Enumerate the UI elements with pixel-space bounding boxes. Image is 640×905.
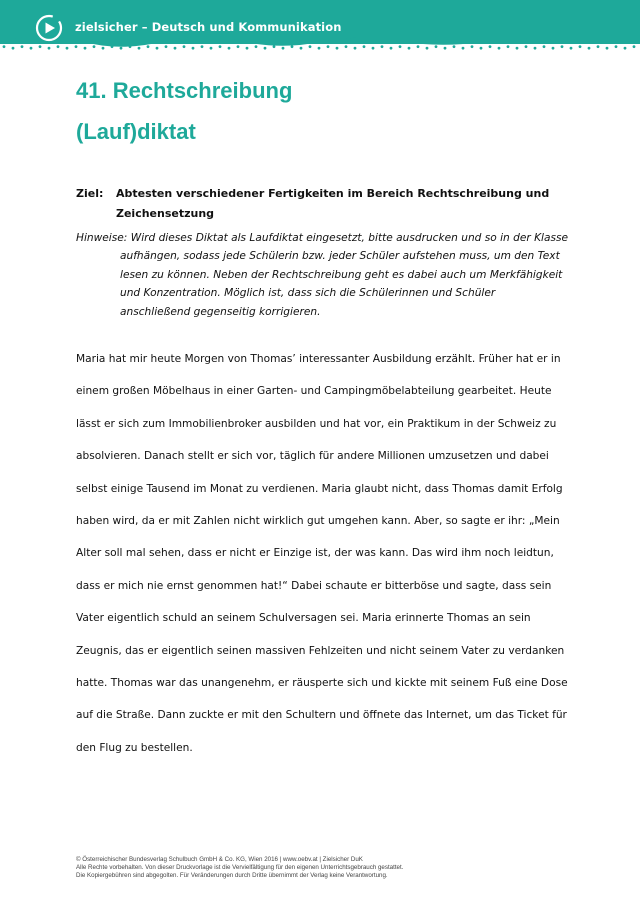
play-icon [34, 13, 64, 43]
page-subtitle: (Lauf)diktat [76, 119, 196, 144]
brand-title: zielsicher – Deutsch und Kommunikation [75, 20, 342, 34]
text-line: Maria hat mir heute Morgen von Thomas’ interessanter Ausbildung erzählt. Früher hat er in [76, 353, 561, 365]
notes-line: Hinweise: Wird dieses Diktat als Laufdiktat eingesetzt, bitte ausdrucken und so in der Klasse [76, 232, 569, 244]
footer-line: Die Kopiergebühren sind abgegolten. Für Veränderungen durch Dritte übernimmt der Verlag keine Verantwortung. [76, 872, 388, 879]
goal-text: Abtesten verschiedener Fertigkeiten im Bereich Rechtschreibung und Zeichensetzung [116, 187, 550, 220]
copyright-footer [76, 856, 403, 880]
text-line: lässt er sich zum Immobilienbroker ausbilden und hat vor, ein Praktikum in der Schweiz zu [76, 417, 557, 430]
text-line: absolvieren. Danach stellt er sich vor, täglich für andere Millionen umzusetzen und dabei [76, 450, 549, 463]
page-title: 41. Rechtschreibung [76, 78, 293, 103]
text-line: einem großen Möbelhaus in einer Garten- und Campingmöbelabteilung gearbeitet. Heute [76, 385, 552, 398]
text-line: selbst einige Tausend im Monat zu verdienen. Maria glaubt nicht, dass Thomas damit Erfolg [76, 482, 563, 495]
notes-line: lesen zu können. Neben der Rechtschreibung geht es dabei auch um Merkfähigkeit [120, 268, 563, 281]
goal-label: Ziel: [76, 187, 104, 200]
text-line: den Flug zu bestellen. [76, 741, 193, 754]
text-line: haben wird, da er mit Zahlen nicht wirklich gut umgehen kann. Aber, so sagte er ihr: „Mein [76, 515, 560, 527]
notes-line: aufhängen, sodass jede Schülerin bzw. jeder Schüler aufstehen muss, um den Text [120, 250, 560, 263]
notes-line: anschließend gegenseitig korrigieren. [120, 305, 321, 318]
text-line: auf die Straße. Dann zuckte er mit den Schultern und öffnete das Internet, um das Ticket für [76, 709, 567, 722]
text-line: Vater eigentlich schuld an seinem Schulversagen sei. Maria erinnerte Thomas an sein [76, 612, 531, 625]
notes-line: und Konzentration. Möglich ist, dass sich die Schülerinnen und Schüler [120, 287, 496, 300]
text-line: hatte. Thomas war das unangenehm, er räusperte sich und kickte mit seinem Fuß eine Dose [76, 677, 568, 689]
footer-line: © Österreichischer Bundesverlag Schulbuch GmbH & Co. KG, Wien 2016 | www.oebv.at | Zielsicher DuK [76, 856, 363, 863]
text-line: dass er mich nie ernst genommen hat!“ Dabei schaute er bitterböse und sagte, dass sein [76, 579, 552, 592]
text-line: Zeugnis, das er eigentlich seinen massiven Fehlzeiten und nicht seinem Vater zu verdanken [76, 644, 565, 657]
text-line: Alter soll mal sehen, dass er nicht er Einzige ist, der was kann. Das wird ihm noch leidtun, [76, 547, 554, 560]
footer-line: Alle Rechte vorbehalten. Von dieser Druckvorlage ist die Vervielfältigung für den eigenen Unterrichtsgebrauch gestattet. [76, 864, 404, 871]
banner-wave-edge [0, 36, 640, 50]
